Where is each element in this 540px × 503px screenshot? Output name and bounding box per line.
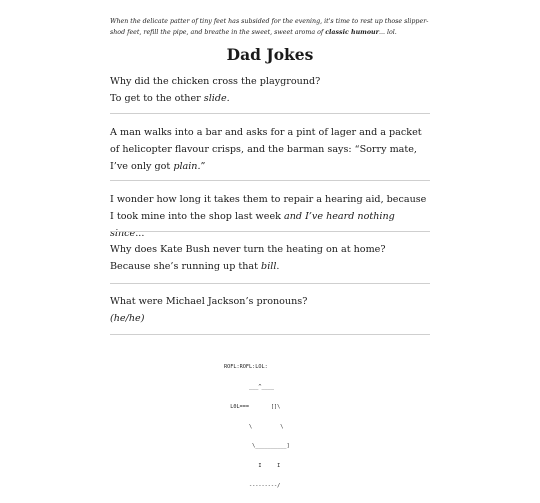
joke-setup: I wonder how long it takes them to repair a hearing aid, because I took mine into the shop last week [110,194,427,222]
joke-punchline [110,310,430,327]
ascii-line: L0L=== []\ [224,403,281,410]
joke-divider [110,180,430,181]
punch-text: ... [135,228,145,239]
joke-divider [110,334,430,335]
punch-emphasis: bill [261,261,277,272]
punch-text: To get to the other [110,93,204,104]
punch-emphasis: (he/he) [110,313,145,324]
joke-divider [110,283,430,284]
joke-text [110,191,430,242]
joke-crisps [110,124,430,175]
ascii-line: I I [224,463,281,470]
joke-text [110,124,430,175]
ascii-line: ___^____ [224,383,274,390]
punch-text: .” [197,161,206,172]
intro-tail: ... lol. [378,29,397,36]
punch-emphasis: plain [173,161,198,172]
joke-michael-jackson [110,293,430,327]
punch-emphasis: slide [203,93,227,104]
joke-chicken [110,73,430,107]
page-title: Dad Jokes [226,45,314,64]
ascii-line: ROFL:ROFL:LOL: [224,364,268,371]
intro-text: When the delicate patter of tiny feet has subsided for the evening, it's time to rest up those slipper-shod feet, refill the pipe, and breathe in the sweet, sweet aroma of [110,18,429,36]
joke-setup: Why did the chicken cross the playground? [110,76,321,87]
joke-divider [110,113,430,114]
joke-punchline [110,90,430,107]
joke-hearing-aid [110,191,430,242]
punch-text: . [226,93,230,104]
joke-setup: A man walks into a bar and asks for a pint of lager and a packet of helicopter flavour crisps, and the barman says: “Sorry mate, I’ve only got [110,127,422,172]
punch-text: . [276,261,280,272]
roflcopter-ascii-art [224,351,324,489]
ascii-line: ---------/ [224,482,281,489]
joke-setup: Why does Kate Bush never turn the heating on at home? [110,244,386,255]
joke-kate-bush [110,241,430,275]
punch-text: Because she’s running up that [110,261,262,272]
joke-punchline [110,258,430,275]
intro-emphasis: classic humour [325,29,379,36]
punch-emphasis: and I’ve heard nothing since [110,211,395,239]
ascii-line: \__________] [224,443,290,450]
joke-setup: What were Michael Jackson’s pronouns? [110,296,308,307]
joke-divider [110,231,430,232]
ascii-line: \ \ [224,423,284,430]
intro-paragraph [110,16,435,38]
